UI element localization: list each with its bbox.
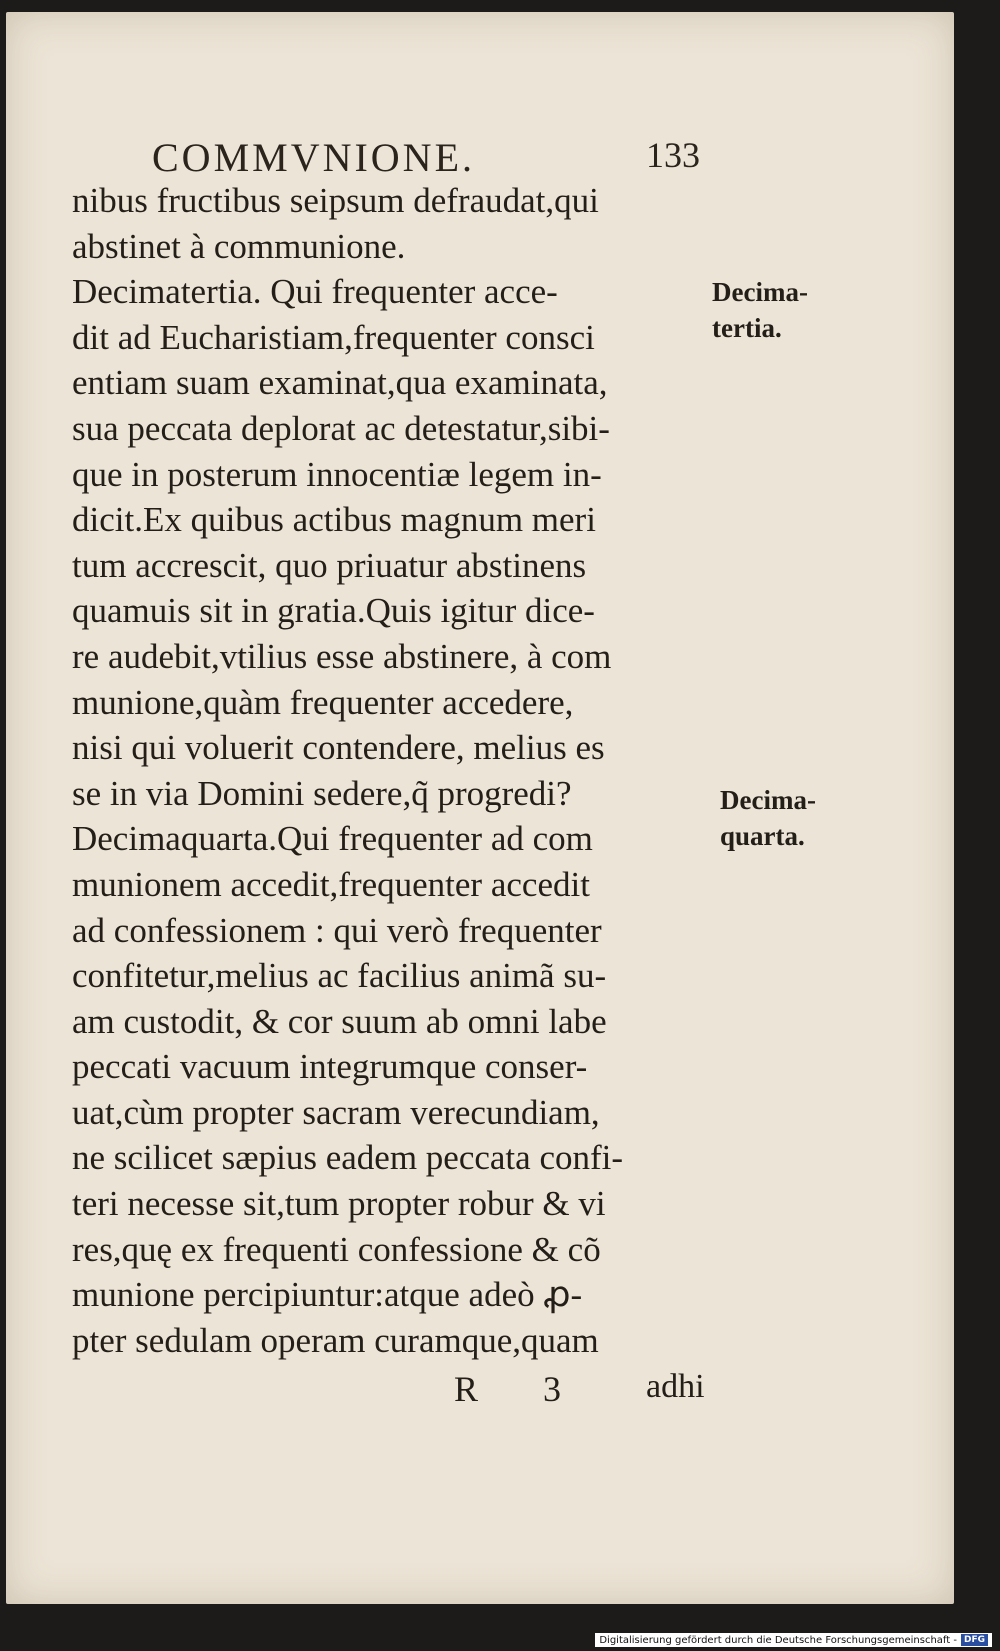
text-line: Decimatertia. Qui frequenter acce- — [72, 272, 558, 312]
dfg-logo-icon: DFG — [961, 1634, 988, 1646]
margin-note-line: Decima- — [720, 785, 816, 815]
text-line: confitetur,melius ac facilius animã su- — [72, 956, 607, 996]
margin-note-line: quarta. — [720, 821, 805, 851]
margin-note-decimatertia — [712, 274, 808, 346]
text-line: munionem accedit,frequenter accedit — [72, 864, 590, 904]
text-line: munione,quàm frequenter accedere, — [72, 682, 574, 722]
text-line: Decimaquarta.Qui frequenter ad com — [72, 819, 593, 859]
margin-note-line: tertia. — [712, 313, 782, 343]
text-line: teri necesse sit,tum propter robur & vi — [72, 1184, 606, 1224]
catchword: adhi — [646, 1368, 705, 1405]
text-line: tum accrescit, quo priuatur abstinens — [72, 545, 587, 585]
text-line: res,quę ex frequenti confessione & cõ — [72, 1229, 601, 1269]
credit-text: Digitalisierung gefördert durch die Deutsche Forschungsgemeinschaft - — [599, 1634, 957, 1646]
text-line: dicit.Ex quibus actibus magnum meri — [72, 500, 596, 540]
text-line: ne scilicet sæpius eadem peccata confi- — [72, 1138, 624, 1178]
text-line: quamuis sit in gratia.Quis igitur dice- — [72, 591, 595, 631]
margin-note-decimaquarta — [720, 782, 816, 854]
text-line: munione percipiuntur:atque adeò ꝓ- — [72, 1275, 583, 1315]
book-page — [6, 12, 954, 1604]
text-line: ad confessionem : qui verò frequenter — [72, 910, 602, 950]
running-title: COMMVNIONE. — [152, 135, 475, 180]
text-line: dit ad Eucharistiam,frequenter consci — [72, 317, 595, 357]
text-line: peccati vacuum integrumque conser- — [72, 1047, 588, 1087]
page-number: 133 — [646, 135, 700, 175]
digitization-credit — [595, 1633, 992, 1647]
text-line: pter sedulam operam curamque,quam — [72, 1320, 599, 1360]
text-line: uat,cùm propter sacram verecundiam, — [72, 1092, 600, 1132]
text-line: re audebit,vtilius esse abstinere, à com — [72, 636, 612, 676]
text-line: nibus fructibus seipsum defraudat,qui — [72, 181, 599, 220]
text-line: abstinet à communione. — [72, 226, 406, 266]
signature-mark: R 3 — [454, 1369, 590, 1409]
body-text — [72, 178, 702, 1363]
text-line: nisi qui voluerit contendere, melius es — [72, 728, 605, 768]
text-line: entiam suam examinat,qua examinata, — [72, 363, 608, 403]
margin-note-line: Decima- — [712, 277, 808, 307]
text-line: sua peccata deplorat ac detestatur,sibi- — [72, 408, 610, 448]
text-line: se in via Domini sedere,q̃ progredi? — [72, 773, 572, 813]
text-line: am custodit, & cor suum ab omni labe — [72, 1001, 607, 1041]
text-line: que in posterum innocentiæ legem in- — [72, 454, 602, 494]
